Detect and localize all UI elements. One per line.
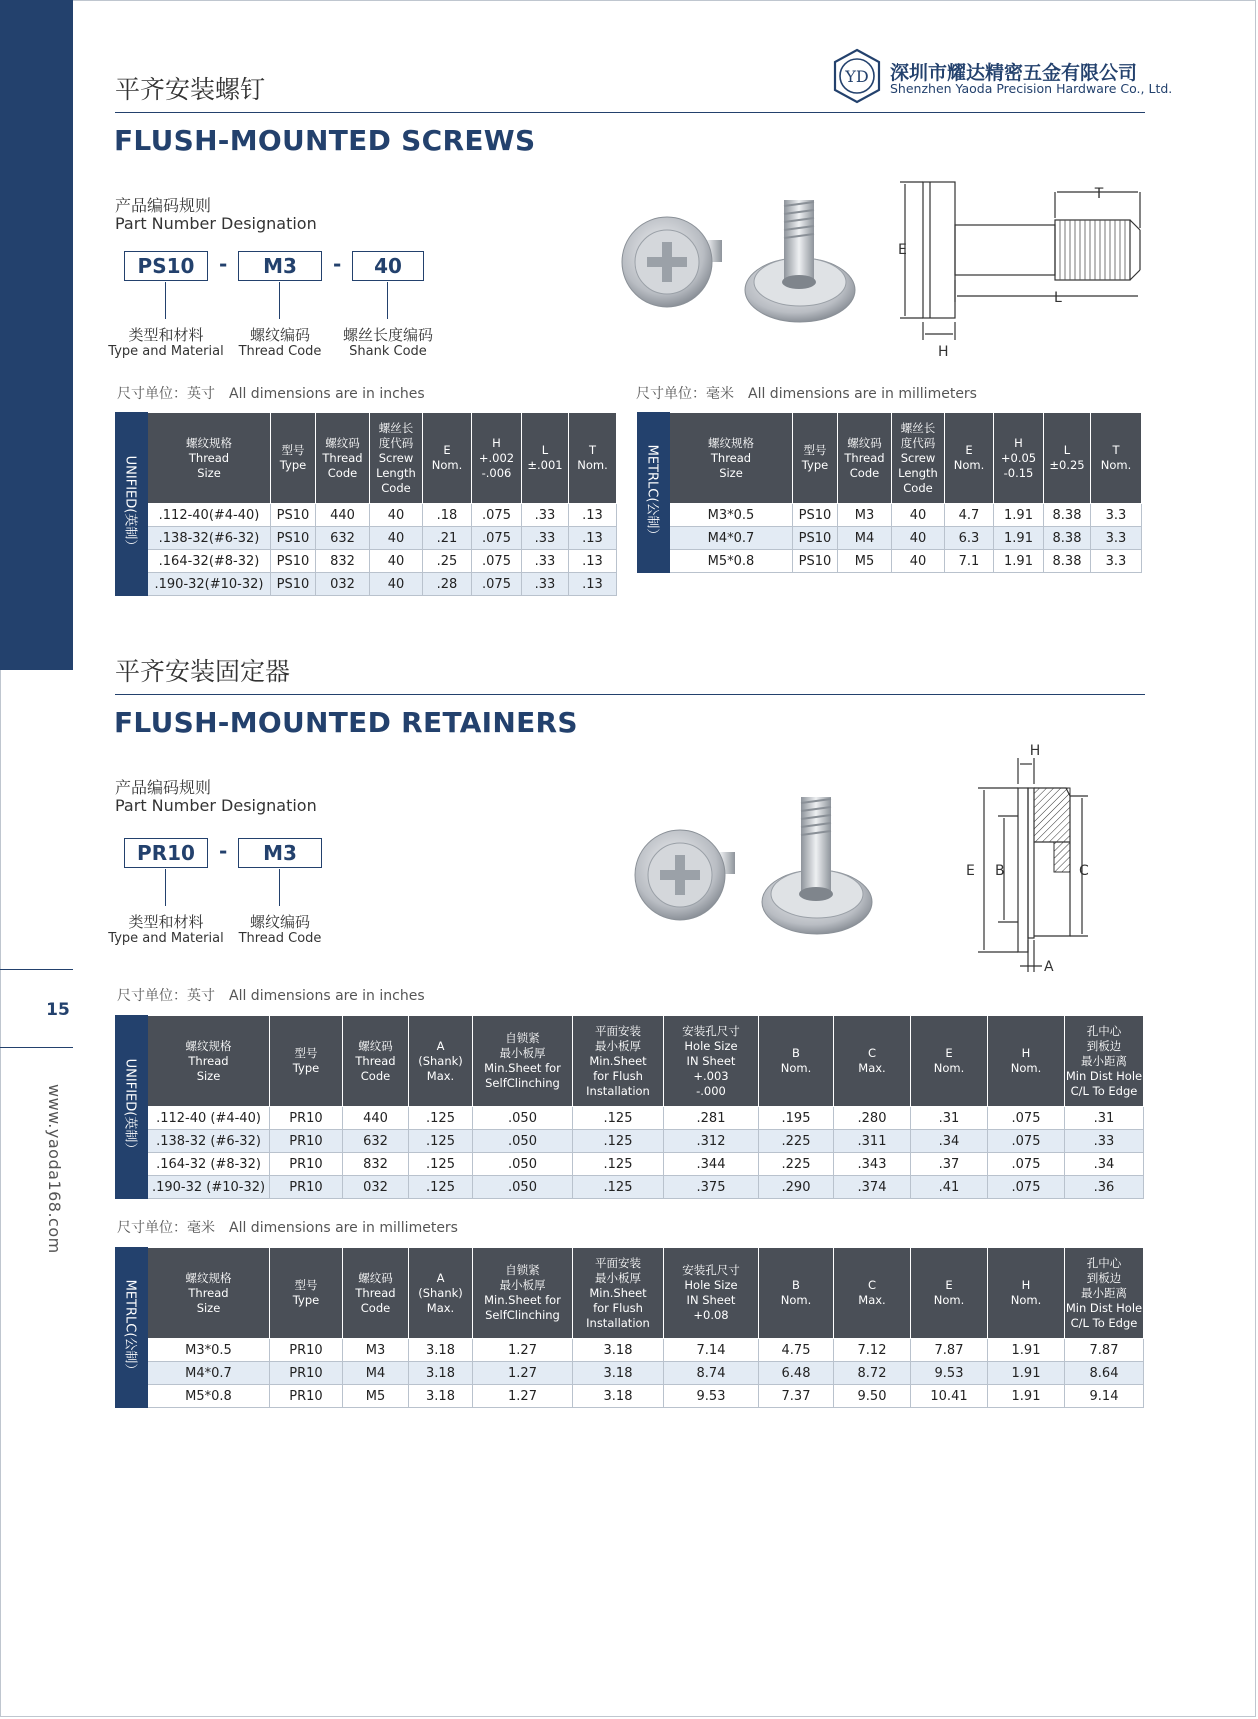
screws-code-connector bbox=[279, 282, 280, 319]
table-cell: .164-32 (#8-32) bbox=[148, 1153, 270, 1176]
column-header: L ±0.25 bbox=[1044, 413, 1091, 504]
table-cell: .050 bbox=[473, 1153, 573, 1176]
table-cell: 7.12 bbox=[834, 1339, 911, 1362]
drawing-label-a: A bbox=[1044, 959, 1054, 975]
table-cell: .075 bbox=[988, 1130, 1065, 1153]
table-cell: 7.87 bbox=[1065, 1339, 1144, 1362]
table-row bbox=[116, 1153, 1144, 1176]
table-cell: 440 bbox=[343, 1107, 409, 1130]
table-cell: .125 bbox=[573, 1130, 664, 1153]
column-header: 螺纹码 Thread Code bbox=[343, 1248, 409, 1339]
table-cell: .374 bbox=[834, 1176, 911, 1199]
table-row bbox=[638, 504, 1142, 527]
table-cell: .34 bbox=[911, 1130, 988, 1153]
table-cell: 9.50 bbox=[834, 1385, 911, 1408]
retainers-code-type: PR10 bbox=[124, 838, 208, 868]
table-cell: 6.3 bbox=[945, 527, 994, 550]
column-header: A (Shank) Max. bbox=[409, 1016, 473, 1107]
table-cell: PR10 bbox=[270, 1107, 343, 1130]
table-cell: .112-40(#4-40) bbox=[148, 504, 271, 527]
table-cell: 7.14 bbox=[664, 1339, 759, 1362]
column-header: 螺纹规格 Thread Size bbox=[148, 413, 271, 504]
table-cell: 40 bbox=[370, 504, 423, 527]
table-cell: 032 bbox=[316, 573, 370, 596]
page-number: 15 bbox=[46, 1000, 70, 1020]
table-cell: .344 bbox=[664, 1153, 759, 1176]
screws-title-cn: 平齐安装螺钉 bbox=[115, 75, 266, 104]
retainers-label-en: Type and Material bbox=[108, 931, 224, 946]
retainers-title-rule bbox=[115, 694, 1145, 695]
column-header: T Nom. bbox=[1091, 413, 1142, 504]
column-header: H +0.05 -0.15 bbox=[994, 413, 1044, 504]
table-cell: 4.75 bbox=[759, 1339, 834, 1362]
retainers-code-thread: M3 bbox=[238, 838, 322, 868]
table-cell: 832 bbox=[343, 1153, 409, 1176]
table-row bbox=[116, 1107, 1144, 1130]
table-cell: 8.38 bbox=[1044, 550, 1091, 573]
column-header: H +.002 -.006 bbox=[472, 413, 522, 504]
table-cell: .37 bbox=[911, 1153, 988, 1176]
column-header: 型号 Type bbox=[271, 413, 316, 504]
table-row bbox=[638, 527, 1142, 550]
column-header: C Max. bbox=[834, 1248, 911, 1339]
table-cell: M5 bbox=[838, 550, 892, 573]
table-cell: 032 bbox=[343, 1176, 409, 1199]
table-cell: .075 bbox=[472, 573, 522, 596]
screws-label-cn: 螺丝长度编码 bbox=[342, 326, 433, 344]
table-cell: 1.91 bbox=[988, 1339, 1065, 1362]
drawing-label-c: C bbox=[1079, 863, 1089, 879]
table-header-row bbox=[638, 413, 1142, 504]
column-header: B Nom. bbox=[759, 1248, 834, 1339]
table-cell: 632 bbox=[316, 527, 370, 550]
table-side-label-text: METRLC(公制） bbox=[122, 1279, 137, 1376]
screws-inch-units: 尺寸单位：英寸 All dimensions are in inches bbox=[117, 386, 425, 402]
table-cell: .075 bbox=[988, 1176, 1065, 1199]
table-cell: PS10 bbox=[271, 527, 316, 550]
table-cell: 7.1 bbox=[945, 550, 994, 573]
table-cell: M4*0.7 bbox=[670, 527, 793, 550]
table-cell: M5*0.8 bbox=[670, 550, 793, 573]
table-cell: 40 bbox=[370, 573, 423, 596]
table-cell: M3 bbox=[343, 1339, 409, 1362]
table-cell: 7.87 bbox=[911, 1339, 988, 1362]
column-header: H Nom. bbox=[988, 1248, 1065, 1339]
table-cell: 9.14 bbox=[1065, 1385, 1144, 1408]
sidebar-band bbox=[0, 0, 73, 670]
table-cell: 3.3 bbox=[1091, 504, 1142, 527]
column-header: B Nom. bbox=[759, 1016, 834, 1107]
table-cell: .13 bbox=[569, 504, 617, 527]
table-cell: 1.91 bbox=[988, 1362, 1065, 1385]
screws-inch-table bbox=[115, 412, 617, 596]
screws-title-rule bbox=[115, 112, 1145, 113]
table-cell: M4 bbox=[838, 527, 892, 550]
table-cell: .075 bbox=[988, 1107, 1065, 1130]
table-row bbox=[116, 1130, 1144, 1153]
company-name-cn: 深圳市耀达精密五金有限公司 bbox=[890, 62, 1138, 84]
table-cell: .138-32(#6-32) bbox=[148, 527, 271, 550]
table-cell: PR10 bbox=[270, 1339, 343, 1362]
website-url: www.yaoda168.com bbox=[45, 1084, 64, 1254]
table-row bbox=[116, 1339, 1144, 1362]
table-cell: .31 bbox=[911, 1107, 988, 1130]
table-cell: .311 bbox=[834, 1130, 911, 1153]
screws-code-dash: - bbox=[333, 252, 342, 276]
table-row bbox=[116, 1362, 1144, 1385]
table-cell: .13 bbox=[569, 550, 617, 573]
table-cell: .138-32 (#6-32) bbox=[148, 1130, 270, 1153]
retainers-title-cn: 平齐安装固定器 bbox=[115, 657, 291, 686]
table-cell: .195 bbox=[759, 1107, 834, 1130]
column-header: L ±.001 bbox=[522, 413, 569, 504]
table-cell: .125 bbox=[409, 1130, 473, 1153]
table-cell: .225 bbox=[759, 1153, 834, 1176]
table-cell: M4*0.7 bbox=[148, 1362, 270, 1385]
column-header: 安装孔尺寸 Hole Size IN Sheet +0.08 bbox=[664, 1248, 759, 1339]
table-cell: .13 bbox=[569, 573, 617, 596]
retainer-product-photo bbox=[625, 787, 895, 942]
screws-pnd-en: Part Number Designation bbox=[115, 214, 317, 233]
screws-code-connector bbox=[387, 282, 388, 319]
column-header: 孔中心 到板边 最小距离 Min Dist Hole C/L To Edge bbox=[1065, 1248, 1144, 1339]
table-cell: .33 bbox=[522, 527, 569, 550]
column-header: C Max. bbox=[834, 1016, 911, 1107]
table-cell: 1.27 bbox=[473, 1362, 573, 1385]
table-cell: 8.74 bbox=[664, 1362, 759, 1385]
table-cell: .225 bbox=[759, 1130, 834, 1153]
table-row bbox=[116, 1385, 1144, 1408]
table-cell: .375 bbox=[664, 1176, 759, 1199]
table-cell: .125 bbox=[409, 1107, 473, 1130]
column-header: E Nom. bbox=[945, 413, 994, 504]
table-cell: 3.18 bbox=[573, 1385, 664, 1408]
table-cell: PS10 bbox=[271, 573, 316, 596]
table-side-label bbox=[116, 1248, 148, 1408]
table-header-row bbox=[116, 413, 617, 504]
column-header: 螺纹码 Thread Code bbox=[838, 413, 892, 504]
drawing-label-t: T bbox=[1094, 186, 1104, 202]
retainers-title-en: FLUSH-MOUNTED RETAINERS bbox=[114, 706, 578, 739]
table-cell: PR10 bbox=[270, 1176, 343, 1199]
drawing-label-b: B bbox=[995, 863, 1005, 879]
table-cell: .075 bbox=[988, 1153, 1065, 1176]
column-header: E Nom. bbox=[911, 1248, 988, 1339]
screws-label-en: Thread Code bbox=[238, 344, 322, 359]
column-header: 螺纹规格 Thread Size bbox=[148, 1016, 270, 1107]
column-header: A (Shank) Max. bbox=[409, 1248, 473, 1339]
screw-product-photo bbox=[612, 180, 892, 330]
table-cell: .075 bbox=[472, 504, 522, 527]
drawing-label-l: L bbox=[1054, 290, 1062, 306]
column-header: H Nom. bbox=[988, 1016, 1065, 1107]
retainers-mm-units: 尺寸单位：毫米 All dimensions are in millimeters bbox=[117, 1220, 458, 1236]
table-cell: .33 bbox=[522, 573, 569, 596]
table-cell: .190-32 (#10-32) bbox=[148, 1176, 270, 1199]
table-cell: M5 bbox=[343, 1385, 409, 1408]
logo-text: YD bbox=[845, 67, 869, 86]
table-cell: 3.3 bbox=[1091, 550, 1142, 573]
column-header: 自锁紧 最小板厚 Min.Sheet for SelfClinching bbox=[473, 1248, 573, 1339]
table-header-row bbox=[116, 1248, 1144, 1339]
table-cell: PR10 bbox=[270, 1153, 343, 1176]
table-cell: 1.91 bbox=[994, 527, 1044, 550]
screws-code-type: PS10 bbox=[124, 251, 208, 281]
table-cell: PR10 bbox=[270, 1130, 343, 1153]
table-cell: .125 bbox=[409, 1153, 473, 1176]
table-cell: M3 bbox=[838, 504, 892, 527]
screws-code-thread: M3 bbox=[238, 251, 322, 281]
table-cell: 1.27 bbox=[473, 1385, 573, 1408]
table-cell: 40 bbox=[370, 527, 423, 550]
retainers-code-connector bbox=[165, 869, 166, 906]
table-cell: .36 bbox=[1065, 1176, 1144, 1199]
table-row bbox=[638, 550, 1142, 573]
table-cell: .281 bbox=[664, 1107, 759, 1130]
table-cell: .31 bbox=[1065, 1107, 1144, 1130]
table-cell: M4 bbox=[343, 1362, 409, 1385]
table-side-label bbox=[638, 413, 670, 573]
retainers-inch-table bbox=[115, 1015, 1144, 1199]
table-cell: 6.48 bbox=[759, 1362, 834, 1385]
table-cell: .33 bbox=[522, 550, 569, 573]
table-cell: 832 bbox=[316, 550, 370, 573]
table-cell: 1.91 bbox=[994, 504, 1044, 527]
company-name-en: Shenzhen Yaoda Precision Hardware Co., Ltd. bbox=[890, 81, 1173, 96]
table-side-label-text: UNIFIED(英制） bbox=[122, 1058, 137, 1156]
table-cell: 3.18 bbox=[409, 1362, 473, 1385]
table-cell: M5*0.8 bbox=[148, 1385, 270, 1408]
table-cell: .312 bbox=[664, 1130, 759, 1153]
table-cell: 1.91 bbox=[988, 1385, 1065, 1408]
table-cell: .18 bbox=[423, 504, 472, 527]
screws-pnd-cn: 产品编码规则 bbox=[115, 196, 212, 215]
table-cell: 3.18 bbox=[409, 1385, 473, 1408]
table-cell: .33 bbox=[522, 504, 569, 527]
column-header: 螺丝长 度代码 Screw Length Code bbox=[370, 413, 423, 504]
table-cell: .21 bbox=[423, 527, 472, 550]
retainers-pnd-en: Part Number Designation bbox=[115, 796, 317, 815]
table-cell: 8.64 bbox=[1065, 1362, 1144, 1385]
table-cell: .164-32(#8-32) bbox=[148, 550, 271, 573]
column-header: 孔中心 到板边 最小距离 Min Dist Hole C/L To Edge bbox=[1065, 1016, 1144, 1107]
table-cell: 40 bbox=[892, 550, 945, 573]
table-cell: M3*0.5 bbox=[670, 504, 793, 527]
table-row bbox=[116, 1176, 1144, 1199]
screws-code-connector bbox=[165, 282, 166, 319]
table-cell: .112-40 (#4-40) bbox=[148, 1107, 270, 1130]
table-cell: 1.91 bbox=[994, 550, 1044, 573]
table-side-label-text: METRLC(公制） bbox=[644, 444, 659, 541]
table-cell: .050 bbox=[473, 1130, 573, 1153]
retainers-code-connector bbox=[279, 869, 280, 906]
table-cell: 3.18 bbox=[573, 1362, 664, 1385]
table-cell: .050 bbox=[473, 1176, 573, 1199]
drawing-label-e: E bbox=[898, 242, 907, 258]
screws-label-en: Shank Code bbox=[349, 344, 427, 359]
table-cell: 440 bbox=[316, 504, 370, 527]
table-cell: PS10 bbox=[793, 550, 838, 573]
screws-mm-table bbox=[637, 412, 1142, 573]
table-row bbox=[116, 527, 617, 550]
table-cell: PS10 bbox=[271, 550, 316, 573]
column-header: 螺纹规格 Thread Size bbox=[670, 413, 793, 504]
table-cell: .125 bbox=[573, 1153, 664, 1176]
table-cell: .33 bbox=[1065, 1130, 1144, 1153]
screws-title-en: FLUSH-MOUNTED SCREWS bbox=[114, 124, 536, 157]
column-header: 自锁紧 最小板厚 Min.Sheet for SelfClinching bbox=[473, 1016, 573, 1107]
table-cell: 40 bbox=[370, 550, 423, 573]
table-row bbox=[116, 550, 617, 573]
column-header: 螺纹规格 Thread Size bbox=[148, 1248, 270, 1339]
column-header: 螺丝长 度代码 Screw Length Code bbox=[892, 413, 945, 504]
table-cell: .290 bbox=[759, 1176, 834, 1199]
column-header: T Nom. bbox=[569, 413, 617, 504]
screw-technical-drawing bbox=[890, 172, 1155, 362]
screws-label-en: Type and Material bbox=[108, 344, 224, 359]
table-cell: .190-32(#10-32) bbox=[148, 573, 271, 596]
screws-label-cn: 类型和材料 bbox=[128, 326, 204, 344]
table-cell: PR10 bbox=[270, 1362, 343, 1385]
table-cell: .075 bbox=[472, 527, 522, 550]
drawing-label-h: H bbox=[1029, 743, 1041, 759]
table-cell: 3.3 bbox=[1091, 527, 1142, 550]
table-cell: .41 bbox=[911, 1176, 988, 1199]
retainer-technical-drawing bbox=[960, 740, 1100, 980]
retainers-code-dash: - bbox=[219, 839, 228, 863]
column-header: E Nom. bbox=[423, 413, 472, 504]
company-logo bbox=[829, 48, 885, 104]
table-cell: .050 bbox=[473, 1107, 573, 1130]
table-cell: 8.38 bbox=[1044, 527, 1091, 550]
retainers-inch-units: 尺寸单位：英寸 All dimensions are in inches bbox=[117, 988, 425, 1004]
table-cell: 4.7 bbox=[945, 504, 994, 527]
table-cell: PS10 bbox=[271, 504, 316, 527]
column-header: 型号 Type bbox=[270, 1248, 343, 1339]
table-cell: M3*0.5 bbox=[148, 1339, 270, 1362]
table-cell: 8.72 bbox=[834, 1362, 911, 1385]
screws-mm-units: 尺寸单位：毫米 All dimensions are in millimeters bbox=[636, 386, 977, 402]
page-number-rule-top bbox=[0, 969, 73, 970]
retainers-pnd-cn: 产品编码规则 bbox=[115, 778, 212, 797]
table-cell: .34 bbox=[1065, 1153, 1144, 1176]
table-cell: 40 bbox=[892, 527, 945, 550]
column-header: 平面安装 最小板厚 Min.Sheet for Flush Installation bbox=[573, 1248, 664, 1339]
drawing-label-e: E bbox=[966, 863, 975, 879]
retainers-mm-table bbox=[115, 1247, 1144, 1408]
table-cell: .125 bbox=[573, 1176, 664, 1199]
column-header: 安装孔尺寸 Hole Size IN Sheet +.003 -.000 bbox=[664, 1016, 759, 1107]
retainers-label-cn: 类型和材料 bbox=[128, 913, 204, 931]
table-row bbox=[116, 573, 617, 596]
table-cell: 1.27 bbox=[473, 1339, 573, 1362]
retainers-label-cn: 螺纹编码 bbox=[249, 913, 310, 931]
screws-label-cn: 螺纹编码 bbox=[249, 326, 310, 344]
table-cell: .280 bbox=[834, 1107, 911, 1130]
table-cell: .13 bbox=[569, 527, 617, 550]
table-cell: PS10 bbox=[793, 527, 838, 550]
table-cell: 8.38 bbox=[1044, 504, 1091, 527]
table-cell: .125 bbox=[409, 1176, 473, 1199]
table-cell: 632 bbox=[343, 1130, 409, 1153]
column-header: E Nom. bbox=[911, 1016, 988, 1107]
table-cell: 9.53 bbox=[664, 1385, 759, 1408]
drawing-label-h: H bbox=[938, 344, 949, 360]
page-number-rule-bottom bbox=[0, 1047, 73, 1048]
table-cell: 9.53 bbox=[911, 1362, 988, 1385]
table-header-row bbox=[116, 1016, 1144, 1107]
column-header: 型号 Type bbox=[270, 1016, 343, 1107]
table-cell: .075 bbox=[472, 550, 522, 573]
table-cell: 7.37 bbox=[759, 1385, 834, 1408]
table-cell: 3.18 bbox=[573, 1339, 664, 1362]
table-cell: PS10 bbox=[793, 504, 838, 527]
column-header: 螺纹码 Thread Code bbox=[343, 1016, 409, 1107]
table-cell: 3.18 bbox=[409, 1339, 473, 1362]
column-header: 型号 Type bbox=[793, 413, 838, 504]
table-row bbox=[116, 504, 617, 527]
screws-code-dash: - bbox=[219, 252, 228, 276]
table-side-label-text: UNIFIED(英制） bbox=[122, 455, 137, 553]
table-side-label bbox=[116, 1016, 148, 1199]
table-cell: .343 bbox=[834, 1153, 911, 1176]
table-cell: .28 bbox=[423, 573, 472, 596]
table-side-label bbox=[116, 413, 148, 596]
table-cell: .125 bbox=[573, 1107, 664, 1130]
retainers-label-en: Thread Code bbox=[238, 931, 322, 946]
table-cell: 10.41 bbox=[911, 1385, 988, 1408]
column-header: 螺纹码 Thread Code bbox=[316, 413, 370, 504]
table-cell: .25 bbox=[423, 550, 472, 573]
table-cell: 40 bbox=[892, 504, 945, 527]
table-cell: PR10 bbox=[270, 1385, 343, 1408]
column-header: 平面安装 最小板厚 Min.Sheet for Flush Installation bbox=[573, 1016, 664, 1107]
screws-code-shank: 40 bbox=[352, 251, 424, 281]
